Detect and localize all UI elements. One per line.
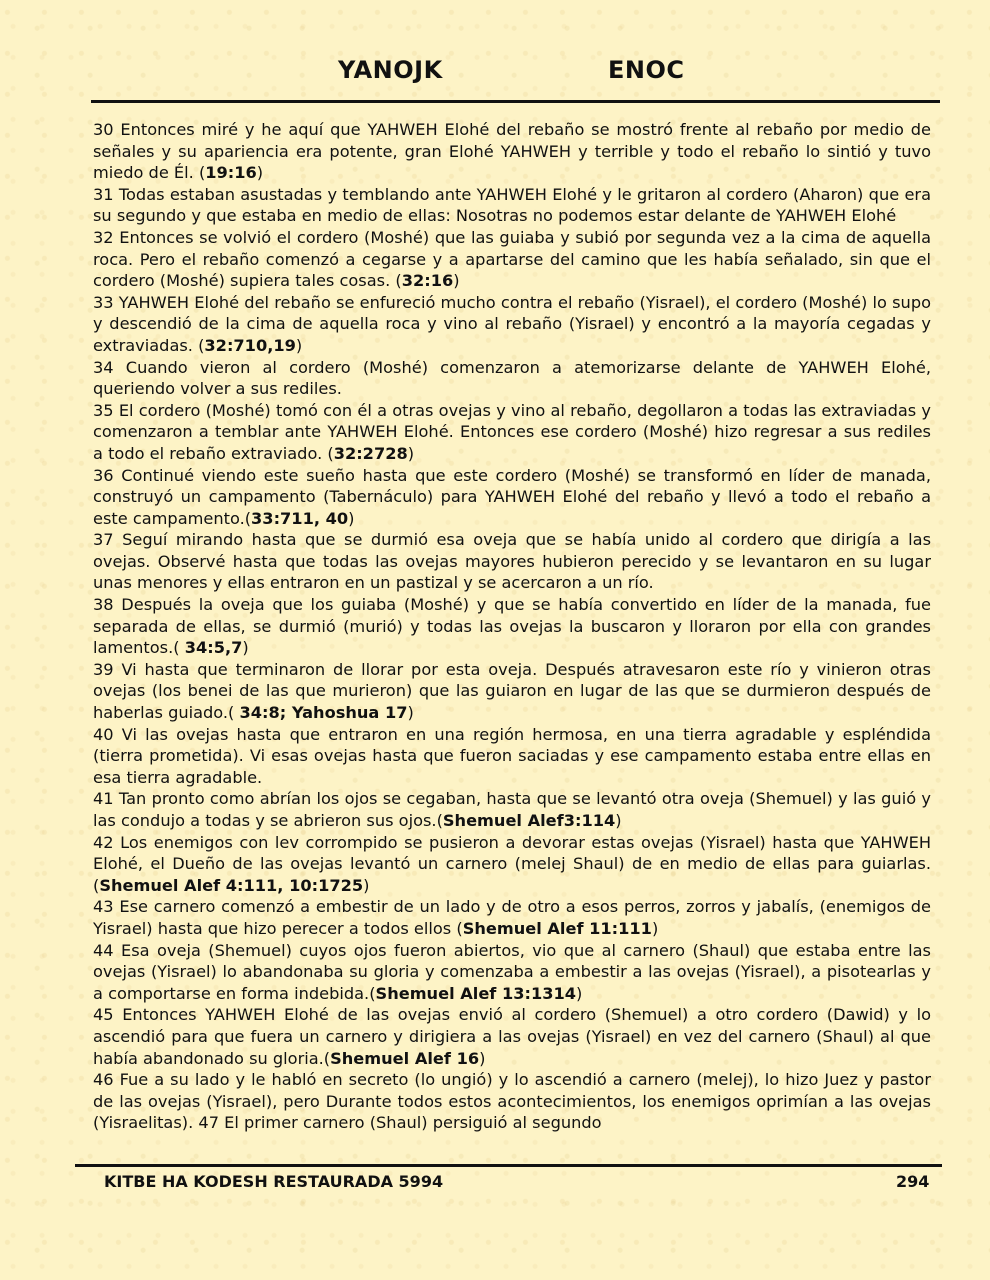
- page-number: 294: [896, 1172, 930, 1191]
- verse-reference: 19:16: [205, 163, 257, 183]
- header-title-right: ENOC: [608, 56, 685, 84]
- verse-reference: 34:8; Yahoshua 17: [239, 703, 408, 723]
- verse-reference: Shemuel Alef 16: [330, 1048, 480, 1068]
- footer-divider: [75, 1164, 942, 1167]
- verse-33: 33 YAHWEH Elohé del rebaño se enfureció mucho contra el rebaño (Yisrael), el cordero (Moshé) lo supo y descendió de la cima de aquella roca y vino al rebaño (Yisrael) y encontró a la mayoría cegadas y extraviadas. (32:710,19): [93, 292, 931, 355]
- verse-38: 38 Después la oveja que los guiaba (Moshé) y que se había convertido en líder de la manada, fue separada de ellas, se durmió (murió) y todas las ovejas la buscaron y lloraron por ella con grandes lamentos.( 34:5,7): [93, 595, 931, 658]
- verse-45: 45 Entonces YAHWEH Elohé de las ovejas envió al cordero (Shemuel) a otro cordero (Dawid) y lo ascendió para que fuera un carnero y dirigiera a las ovejas (Yisrael) en vez del carnero (Shaul) al que había abandonado su gloria.(Shemuel Alef 16): [93, 1005, 931, 1068]
- verse-body: [93, 119, 931, 1159]
- verse-37: 37 Seguí mirando hasta que se durmió esa oveja que se había unido al cordero que dirigía a las ovejas. Observé hasta que todas las ovejas mayores hubieron perecido y se levantaron en su lugar unas menores y ellas entraron en un pastizal y se acercaron a un río.: [93, 530, 931, 593]
- verse-reference: 32:2728: [333, 443, 408, 463]
- header-divider: [91, 100, 940, 103]
- verse-30: 30 Entonces miré y he aquí que YAHWEH Elohé del rebaño se mostró frente al rebaño por medio de señales y su apariencia era potente, gran Elohé YAHWEH y terrible y todo el rebaño lo sintió y tuvo miedo de Él. (19:16): [93, 120, 931, 183]
- verse-34: 34 Cuando vieron al cordero (Moshé) comenzaron a atemorizarse delante de YAHWEH Elohé, queriendo volver a sus rediles.: [93, 357, 931, 399]
- verse-35: 35 El cordero (Moshé) tomó con él a otras ovejas y vino al rebaño, degollaron a todas las extraviadas y comenzaron a temblar ante YAHWEH Elohé. Entonces ese cordero (Moshé) hizo regresar a sus rediles a todo el rebaño extraviado. (32:2728): [93, 400, 931, 463]
- verse-32: 32 Entonces se volvió el cordero (Moshé) que las guiaba y subió por segunda vez a la cima de aquella roca. Pero el rebaño comenzó a cegarse y a apartarse del camino que les había señalado, sin que el cordero (Moshé) supiera tales cosas. (32:16): [93, 227, 931, 291]
- verse-40: 40 Vi las ovejas hasta que entraron en una región hermosa, en una tierra agradable y espléndida (tierra prometida). Vi esas ovejas hasta que fueron saciadas y ese campamento estaba entre ellas en esa tierra agradable.: [93, 724, 931, 787]
- verse-43: 43 Ese carnero comenzó a embestir de un lado y de otro a esos perros, zorros y jabalís, (enemigos de Yisrael) hasta que hizo perecer a todos ellos (Shemuel Alef 11:111): [93, 897, 931, 938]
- verse-36: 36 Continué viendo este sueño hasta que este cordero (Moshé) se transformó en líder de manada, construyó un campamento (Tabernáculo) para YAHWEH Elohé del rebaño y llevó a todo el rebaño a este campamento.(33:711, 40): [93, 465, 931, 528]
- verse-reference: 32:710,19: [204, 335, 296, 355]
- header-title-left: YANOJK: [338, 56, 443, 84]
- verse-31: 31 Todas estaban asustadas y temblando ante YAHWEH Elohé y le gritaron al cordero (Aharon) que era su segundo y que estaba en medio de ellas: Nosotras no podemos estar delante de YAHWEH Elohé: [93, 184, 931, 226]
- verse-reference: 33:711, 40: [251, 508, 349, 528]
- verse-reference: Shemuel Alef 13:1314: [375, 983, 577, 1003]
- verse-41: 41 Tan pronto como abrían los ojos se cegaban, hasta que se levantó otra oveja (Shemuel) y las guió y las condujo a todas y se abrieron sus ojos.(Shemuel Alef3:114): [93, 789, 931, 830]
- verse-reference: 34:5,7: [184, 638, 243, 658]
- footer-book-title: KITBE HA KODESH RESTAURADA 5994: [104, 1172, 444, 1191]
- verse-42: 42 Los enemigos con lev corrompido se pusieron a devorar estas ovejas (Yisrael) hasta que YAHWEH Elohé, el Dueño de las ovejas levantó un carnero (melej Shaul) de en medio de ellas para guiarlas. (Shemuel Alef 4:111, 10:1725): [93, 832, 931, 895]
- verse-reference: 32:16: [401, 271, 454, 291]
- verse-46: 46 Fue a su lado y le habló en secreto (lo ungió) y lo ascendió a carnero (melej), lo hizo Juez y pastor de las ovejas (Yisrael), pero Durante todos estos acontecimientos, los enemigos oprimían a las ovejas (Yisraelitas). 47 El primer carnero (Shaul) persiguió al segundo: [93, 1070, 931, 1133]
- page-header: [0, 56, 990, 90]
- verse-39: 39 Vi hasta que terminaron de llorar por esta oveja. Después atravesaron este río y vinieron otras ovejas (los benei de las que murieron) que las guiaron en lugar de las que se durmieron después de haberlas guiado.( 34:8; Yahoshua 17): [93, 659, 931, 723]
- verse-reference: Shemuel Alef3:114: [442, 811, 616, 830]
- verse-44: 44 Esa oveja (Shemuel) cuyos ojos fueron abiertos, vio que al carnero (Shaul) que estaba entre las ovejas (Yisrael) lo abandonaba su gloria y comenzaba a embestir a las ovejas (Yisrael), a pisotearlas y a comportarse en forma indebida.(Shemuel Alef 13:1314): [93, 940, 931, 1003]
- verse-reference: Shemuel Alef 11:111: [462, 918, 652, 938]
- verse-reference: Shemuel Alef 4:111, 10:1725: [99, 875, 364, 895]
